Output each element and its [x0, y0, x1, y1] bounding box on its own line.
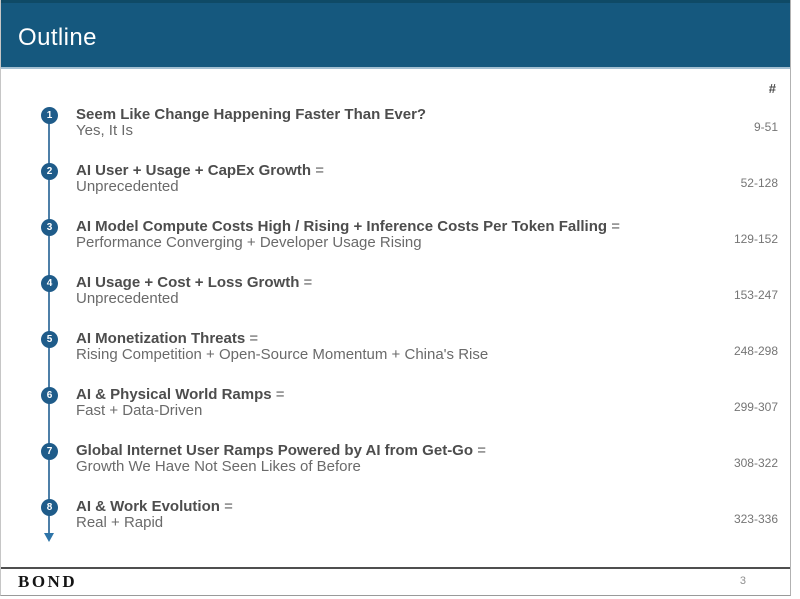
- item-title-bold: AI & Work Evolution: [76, 498, 220, 515]
- item-text: [76, 219, 712, 251]
- outline-item: [1, 275, 791, 331]
- item-text: [76, 387, 712, 419]
- bond-logo: BOND: [18, 572, 78, 591]
- item-page-range: 248-298: [733, 344, 778, 358]
- item-page-range: 299-307: [733, 400, 778, 414]
- item-title: [76, 499, 712, 515]
- item-text: [76, 107, 712, 139]
- item-title: [76, 387, 712, 403]
- outline-item: [1, 387, 791, 443]
- item-subtitle: Growth We Have Not Seen Likes of Before: [76, 458, 361, 475]
- item-title-bold: AI & Physical World Ramps: [76, 386, 272, 403]
- item-title-suffix: =: [473, 442, 486, 459]
- item-page-range: 308-322: [733, 456, 778, 470]
- item-title-bold: AI Monetization Threats: [76, 330, 246, 347]
- item-text: [76, 443, 712, 475]
- outline-item: [1, 163, 791, 219]
- pages-column-header: #: [768, 81, 776, 96]
- item-title-bold: Seem Like Change Happening Faster Than Ever?: [76, 106, 427, 123]
- item-number-badge: 1: [41, 107, 58, 124]
- item-subtitle: Rising Competition + Open-Source Momentum + China's Rise: [76, 346, 489, 363]
- item-title-suffix: =: [607, 218, 620, 235]
- item-number-badge: 6: [41, 387, 58, 404]
- item-subtitle: Yes, It Is: [76, 122, 133, 139]
- item-number-badge: 4: [41, 275, 58, 292]
- item-title: [76, 219, 712, 235]
- outline-item: [1, 443, 791, 499]
- item-page-range: 323-336: [733, 512, 778, 526]
- slide-header: [1, 0, 790, 69]
- item-title: [76, 275, 712, 291]
- item-title-suffix: =: [311, 162, 325, 179]
- outline-item: [1, 107, 791, 163]
- item-number-badge: 3: [41, 219, 58, 236]
- item-text: [76, 163, 712, 195]
- item-page-range: 52-128: [740, 176, 778, 190]
- page-title: Outline: [18, 24, 97, 51]
- item-title-suffix: =: [299, 274, 313, 291]
- item-page-range: 153-247: [733, 288, 778, 302]
- outline-item: [1, 331, 791, 387]
- item-number-badge: 7: [41, 443, 58, 460]
- footer-divider: [1, 567, 790, 569]
- item-number-badge: 8: [41, 499, 58, 516]
- item-text: [76, 499, 712, 531]
- item-title: [76, 107, 712, 123]
- item-title-bold: Global Internet User Ramps Powered by AI from Get-Go: [76, 442, 474, 459]
- item-text: [76, 331, 712, 363]
- item-title-suffix: =: [219, 498, 233, 515]
- item-title: [76, 443, 712, 459]
- item-title: [76, 163, 712, 179]
- item-title-bold: AI Model Compute Costs High / Rising + Inference Costs Per Token Falling: [76, 218, 608, 235]
- item-title-bold: AI User + Usage + CapEx Growth: [76, 162, 312, 179]
- item-title-bold: AI Usage + Cost + Loss Growth: [76, 274, 300, 291]
- item-number-badge: 5: [41, 331, 58, 348]
- outline-item: [1, 499, 791, 555]
- item-subtitle: Unprecedented: [76, 290, 179, 307]
- item-page-range: 9-51: [753, 120, 778, 134]
- item-page-range: 129-152: [733, 232, 778, 246]
- item-subtitle: Real + Rapid: [76, 514, 164, 531]
- item-subtitle: Performance Converging + Developer Usage Rising: [76, 234, 422, 251]
- item-subtitle: Fast + Data-Driven: [76, 402, 203, 419]
- item-subtitle: Unprecedented: [76, 178, 179, 195]
- item-title-suffix: =: [245, 330, 259, 347]
- item-title-suffix: =: [271, 386, 285, 403]
- page-number: 3: [739, 575, 746, 587]
- outline-item: [1, 219, 791, 275]
- item-title: [76, 331, 712, 347]
- item-number-badge: 2: [41, 163, 58, 180]
- item-text: [76, 275, 712, 307]
